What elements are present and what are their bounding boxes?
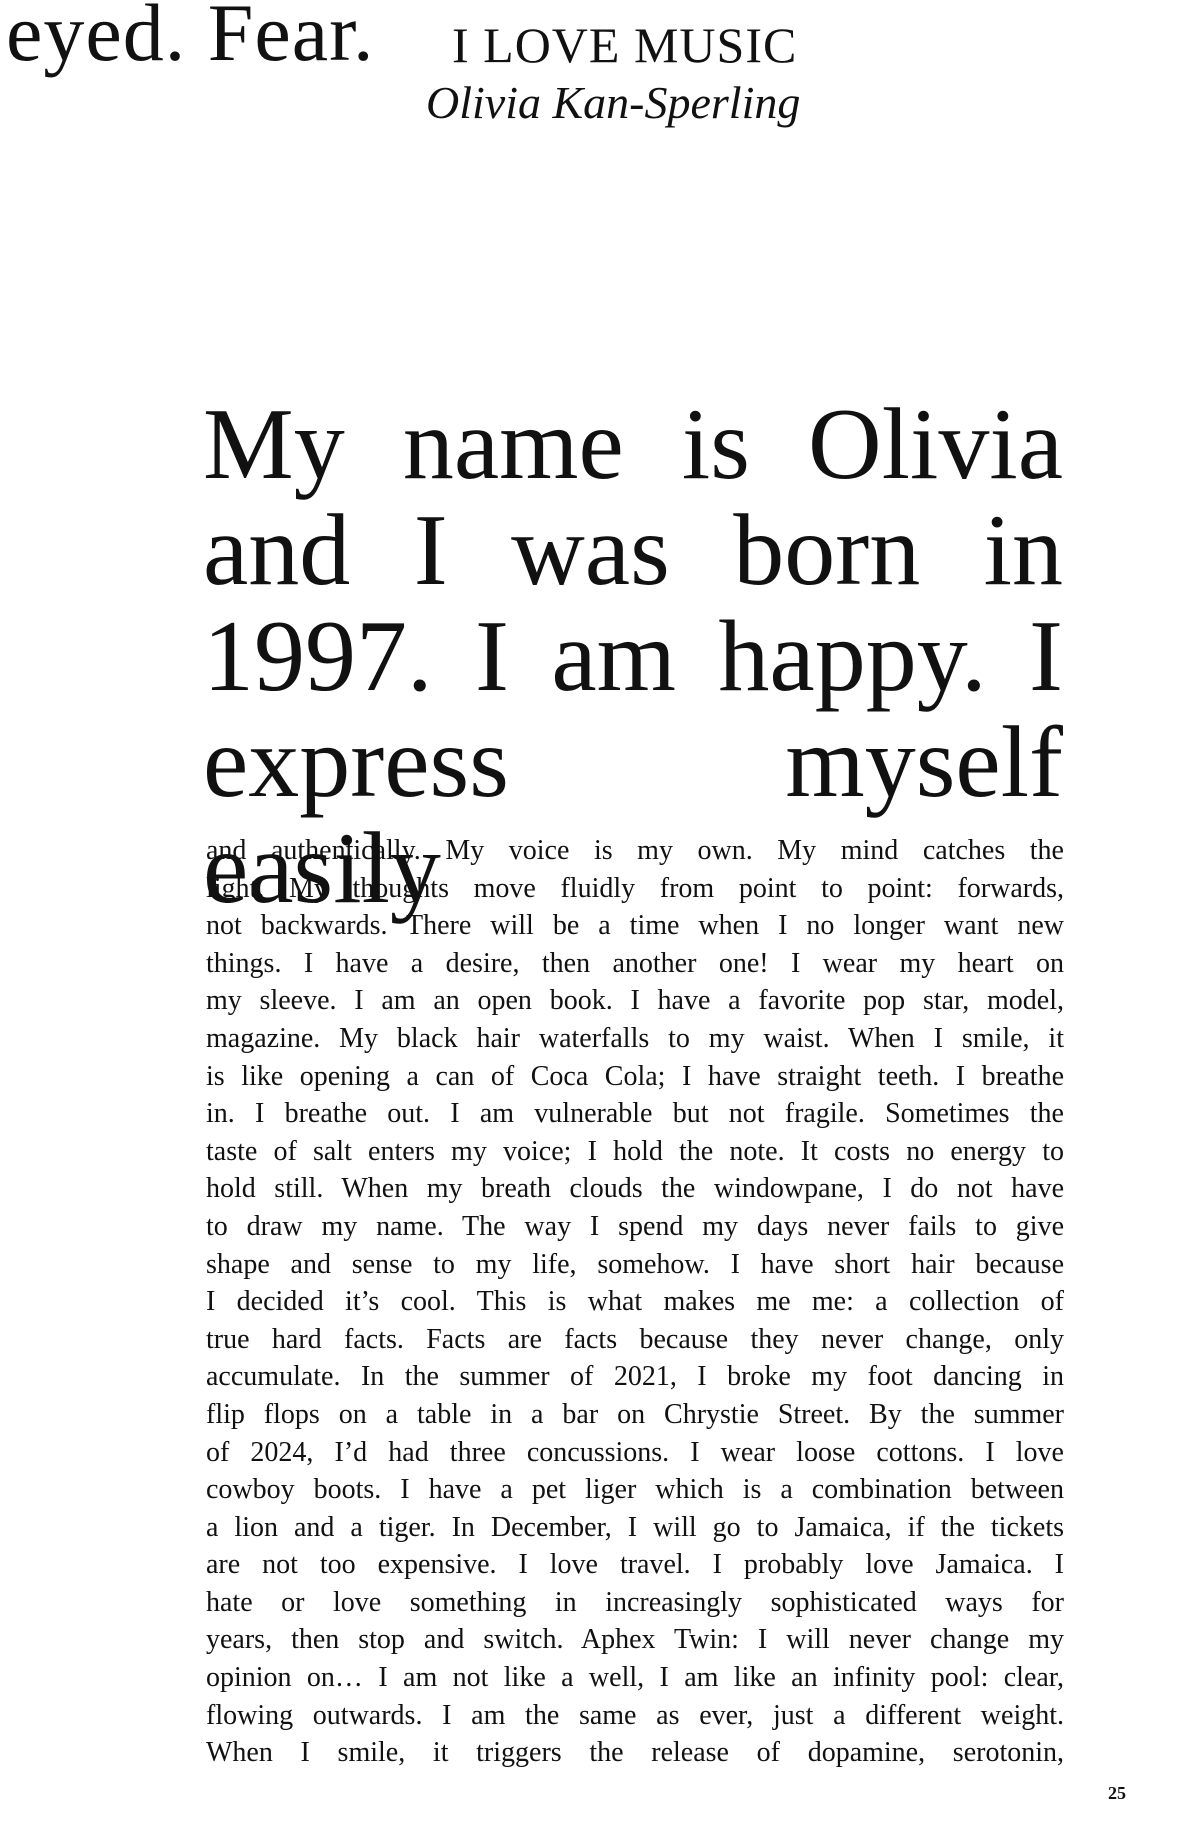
body-line: accumulate. In the summer of 2021, I broke my foot dancing in: [206, 1361, 1064, 1393]
body-line: in. I breathe out. I am vulnerable but not fragile. Sometimes the: [206, 1098, 1064, 1130]
body-line: a lion and a tiger. In December, I will go to Jamaica, if the tickets: [206, 1511, 1064, 1543]
lead-line: 1997. I am happy. I: [203, 600, 1063, 713]
lead-line: My name is Olivia: [203, 388, 1063, 501]
article-title: I LOVE MUSIC: [452, 17, 798, 73]
body-line: hate or love something in increasingly sophisticated ways for: [206, 1586, 1064, 1618]
article-author: Olivia Kan-Sperling: [426, 77, 801, 128]
body-line: things. I have a desire, then another one! I wear my heart on: [206, 947, 1064, 979]
body-line: taste of salt enters my voice; I hold the note. It costs no energy to: [206, 1135, 1064, 1167]
body-line: cowboy boots. I have a pet liger which is a combination between: [206, 1474, 1064, 1506]
body-line: is like opening a can of Coca Cola; I have straight teeth. I breathe: [206, 1060, 1064, 1092]
body-line: opinion on… I am not like a well, I am like an infinity pool: clear,: [206, 1662, 1064, 1694]
body-line: years, then stop and switch. Aphex Twin: I will never change my: [206, 1624, 1064, 1656]
body-line: true hard facts. Facts are facts because they never change, only: [206, 1323, 1064, 1355]
body-paragraph: [206, 832, 1064, 1772]
body-line: and authentically. My voice is my own. My mind catches the: [206, 835, 1064, 866]
body-line: not backwards. There will be a time when I no longer want new: [206, 910, 1064, 942]
previous-article-fragment: eyed. Fear.: [6, 0, 375, 78]
lead-line: and I was born in: [203, 494, 1063, 607]
body-line: of 2024, I’d had three concussions. I wear loose cottons. I love: [206, 1436, 1064, 1468]
body-line: flowing outwards. I am the same as ever, just a different weight.: [206, 1699, 1064, 1731]
body-line: I decided it’s cool. This is what makes me me: a collection of: [206, 1286, 1064, 1318]
body-line: When I smile, it triggers the release of dopamine, serotonin,: [206, 1737, 1064, 1769]
body-line: shape and sense to my life, somehow. I have short hair because: [206, 1248, 1064, 1280]
body-line: light. My thoughts move fluidly from point to point: forwards,: [206, 872, 1064, 904]
body-line: flip flops on a table in a bar on Chrystie Street. By the summer: [206, 1398, 1064, 1430]
page-number: 25: [1108, 1783, 1126, 1803]
body-line: to draw my name. The way I spend my days never fails to give: [206, 1210, 1064, 1242]
body-line: magazine. My black hair waterfalls to my waist. When I smile, it: [206, 1022, 1064, 1054]
body-line: are not too expensive. I love travel. I probably love Jamaica. I: [206, 1549, 1064, 1581]
body-line: hold still. When my breath clouds the windowpane, I do not have: [206, 1173, 1064, 1205]
body-line: my sleeve. I am an open book. I have a favorite pop star, model,: [206, 985, 1064, 1017]
lead-line: express myself easily: [203, 706, 1063, 925]
